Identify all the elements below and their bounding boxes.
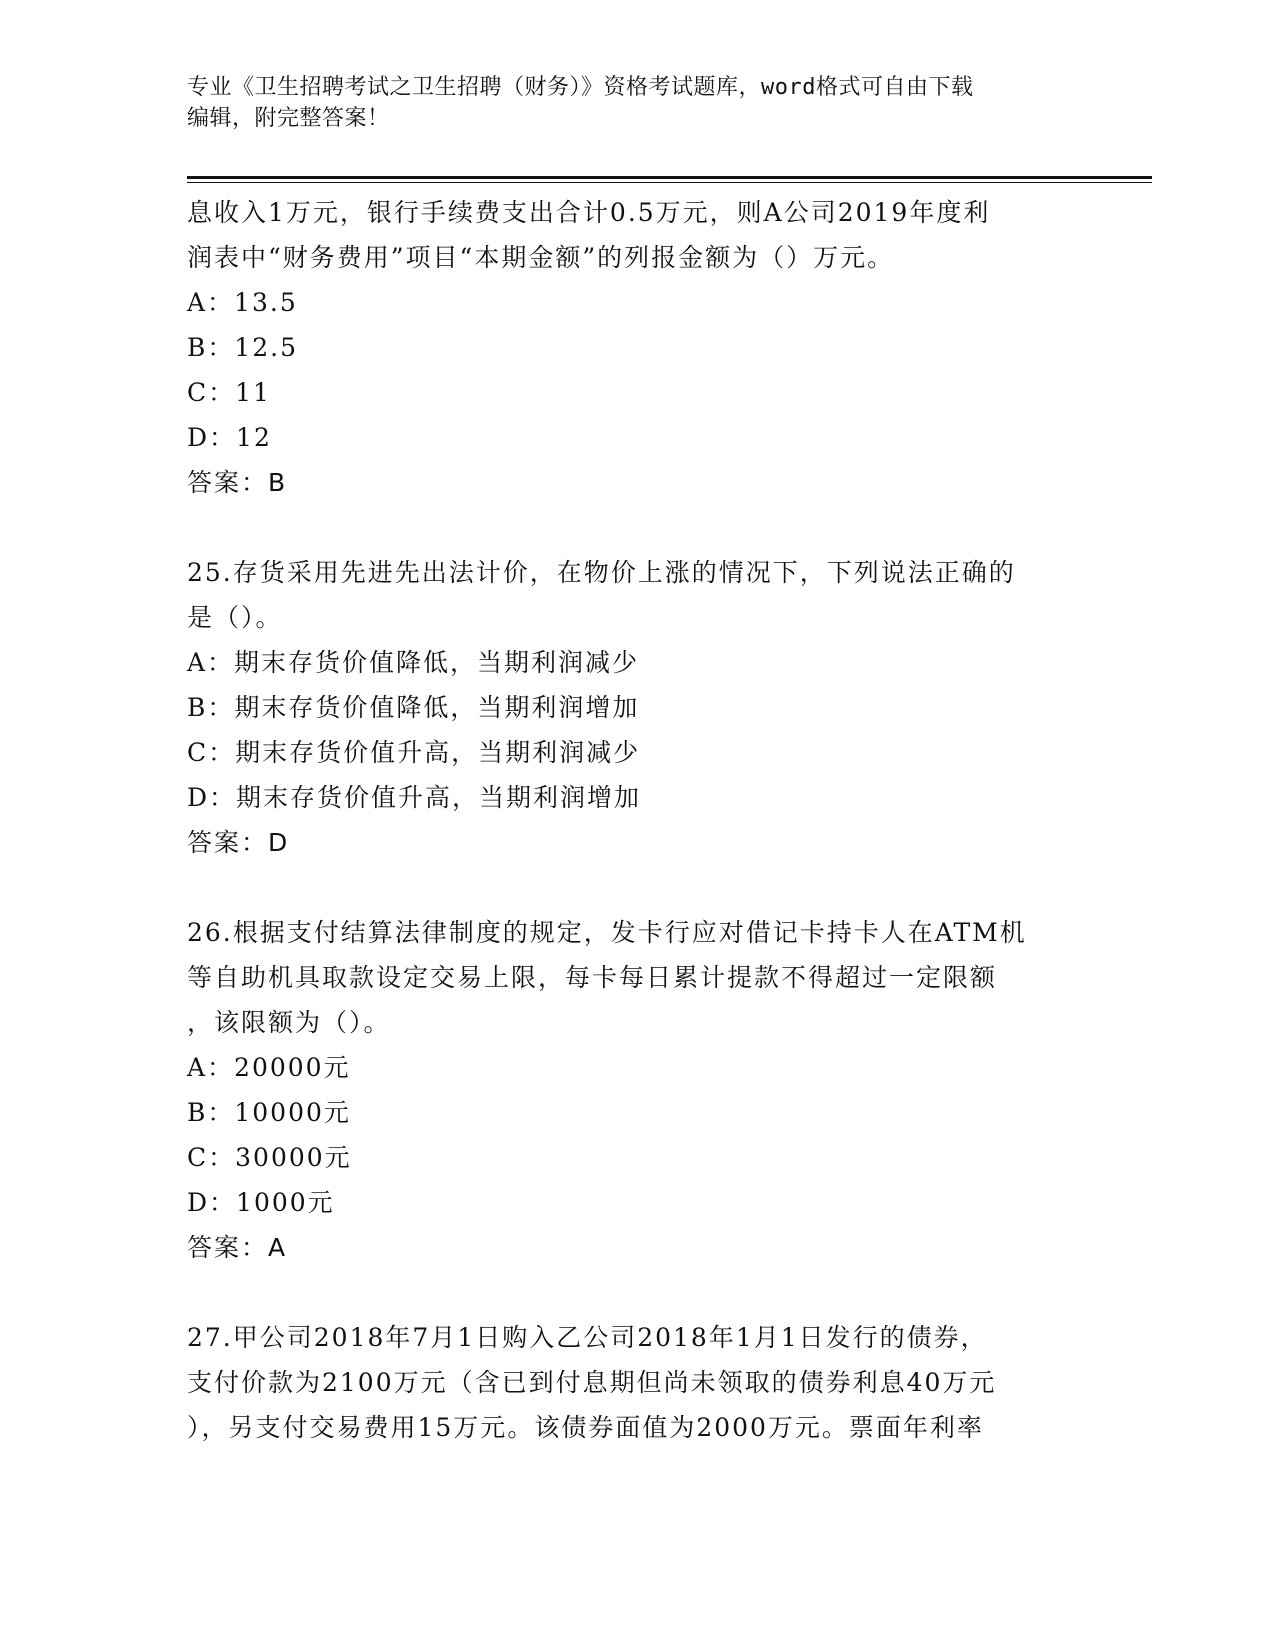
question-stem-line: 是（）。 bbox=[187, 603, 283, 632]
spacer bbox=[187, 505, 1087, 550]
answer-line: 答案：B bbox=[187, 468, 288, 497]
question-stem-line: 支付价款为2100万元（含已到付息期但尚未领取的债券利息40万元 bbox=[187, 1368, 997, 1397]
option-b: B：12.5 bbox=[187, 333, 299, 362]
header-line-2: 编辑，附完整答案！ bbox=[187, 106, 390, 131]
answer-line: 答案：A bbox=[187, 1233, 288, 1262]
question-stem-line: 等自助机具取款设定交易上限，每卡每日累计提款不得超过一定限额 bbox=[187, 963, 998, 992]
question-stem-line: ），另支付交易费用15万元。该债券面值为2000万元。票面年利率 bbox=[187, 1413, 984, 1442]
spacer bbox=[187, 865, 1087, 910]
option-d: D：期末存货价值升高，当期利润增加 bbox=[187, 783, 642, 812]
option-a: A：13.5 bbox=[187, 288, 298, 317]
header-line-1: 专业《卫生招聘考试之卫生招聘（财务）》资格考试题库，word格式可自由下载 bbox=[187, 75, 974, 100]
question-stem-line: 26.根据支付结算法律制度的规定，发卡行应对借记卡持卡人在ATM机 bbox=[187, 918, 1027, 947]
question-content bbox=[187, 190, 1087, 1450]
header-divider-thin bbox=[187, 182, 1152, 183]
question-27 bbox=[187, 1315, 1087, 1450]
question-24 bbox=[187, 190, 1087, 505]
question-stem-line: 27.甲公司2018年7月1日购入乙公司2018年1月1日发行的债券， bbox=[187, 1323, 988, 1352]
question-25 bbox=[187, 550, 1087, 865]
question-stem-line: 25.存货采用先进先出法计价，在物价上涨的情况下，下列说法正确的 bbox=[187, 558, 1016, 587]
option-a: A：20000元 bbox=[187, 1053, 351, 1082]
question-stem-line: 润表中“财务费用”项目“本期金额”的列报金额为（）万元。 bbox=[187, 243, 895, 272]
answer-line: 答案：D bbox=[187, 828, 290, 857]
question-stem-line: 息收入1万元，银行手续费支出合计0.5万元，则A公司2019年度利 bbox=[187, 198, 991, 227]
document-header bbox=[187, 72, 1077, 134]
option-b: B：期末存货价值降低，当期利润增加 bbox=[187, 693, 640, 722]
option-a: A：期末存货价值降低，当期利润减少 bbox=[187, 648, 640, 677]
option-c: C：11 bbox=[187, 378, 271, 407]
question-26 bbox=[187, 910, 1087, 1270]
option-b: B：10000元 bbox=[187, 1098, 351, 1127]
spacer bbox=[187, 1270, 1087, 1315]
option-d: D：1000元 bbox=[187, 1188, 335, 1217]
option-d: D：12 bbox=[187, 423, 272, 452]
option-c: C：期末存货价值升高，当期利润减少 bbox=[187, 738, 641, 767]
option-c: C：30000元 bbox=[187, 1143, 352, 1172]
question-stem-line: ，该限额为（）。 bbox=[187, 1008, 391, 1037]
header-divider-thick bbox=[187, 176, 1152, 179]
